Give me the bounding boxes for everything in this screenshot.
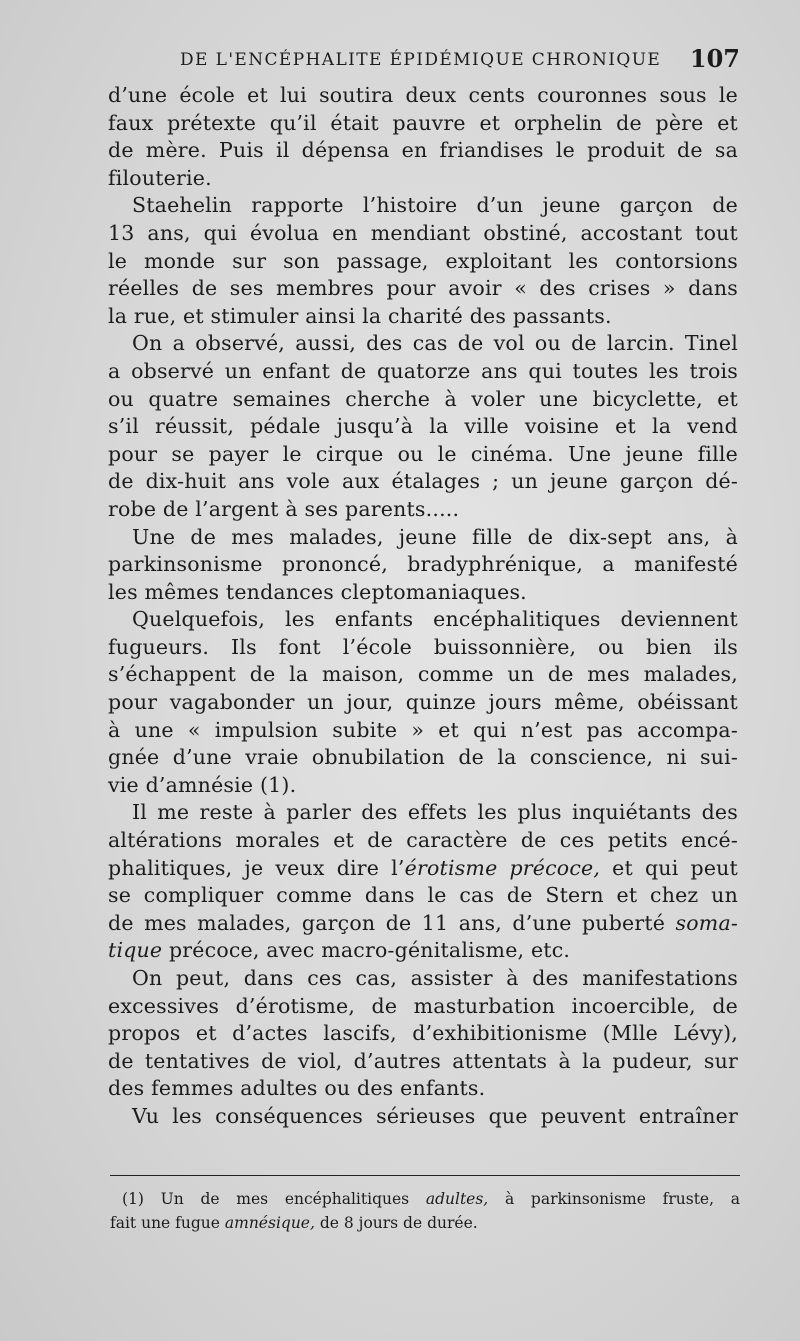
text-line: a observé un enfant de quatorze ans qui toutes les trois (108, 358, 738, 383)
body-text (108, 82, 738, 1131)
running-title: DE L'ENCÉPHALITE ÉPIDÉMIQUE CHRONIQUE (180, 50, 662, 70)
text-line: propos et d’actes lascifs, d’exhibitionisme (Mlle Lévy), (108, 1021, 738, 1046)
text-line: ou quatre semaines cherche à voler une bicyclette, et (108, 386, 738, 411)
text-line: Il me reste à parler des effets les plus inquiétants des (132, 800, 738, 825)
text-segment: et qui peut (600, 855, 739, 880)
running-head (180, 44, 740, 74)
footnote-divider (110, 1175, 740, 1176)
text-line: des femmes adultes ou des enfants. (108, 1076, 486, 1101)
text-segment: à parkinsonisme fruste, a (488, 1190, 740, 1208)
text-line: de mère. Puis il dépensa en friandises le produit de sa (108, 138, 738, 163)
text-line: filouterie. (108, 165, 212, 190)
text-line: On peut, dans ces cas, assister à des manifestations (132, 966, 738, 990)
text-line (108, 937, 738, 965)
text-segment: phalitiques, je veux dire l’ (108, 855, 405, 880)
text-line: se compliquer comme dans le cas de Stern et chez un (108, 883, 738, 908)
text-line: la rue, et stimuler ainsi la charité des passants. (108, 303, 612, 328)
text-line (108, 910, 738, 938)
text-line: On a observé, aussi, des cas de vol ou de larcin. Tinel (132, 331, 738, 356)
text-line-footnote-ref: vie d’amnésie (1). (108, 772, 297, 797)
footnote (110, 1187, 740, 1235)
text-line: s’échappent de la maison, comme un de mes malades, (108, 662, 738, 687)
text-line (108, 855, 738, 883)
text-segment: de 8 jours de durée. (314, 1214, 478, 1232)
text-line: pour se payer le cirque ou le cinéma. Une jeune fille (108, 441, 738, 466)
page-number: 107 (689, 44, 740, 73)
text-line: Vu les conséquences sérieuses que peuvent entraîner (132, 1103, 738, 1128)
text-line: Une de mes malades, jeune fille de dix-sept ans, à (132, 524, 738, 549)
text-line: de tentatives de viol, d’autres attentats à la pudeur, sur (108, 1048, 738, 1073)
text-line: s’il réussit, pédale jusqu’à la ville voisine et la vend (108, 414, 738, 439)
text-line: réelles de ses membres pour avoir « des crises » dans (108, 276, 738, 301)
text-line: altérations morales et de caractère de ces petits encé- (108, 828, 738, 853)
text-segment: précoce, avec macro-génitalisme, etc. (162, 938, 571, 963)
text-line: excessives d’érotisme, de masturbation incoercible, de (108, 993, 738, 1018)
italic-term-erotisme-precoce: érotisme précoce, (404, 855, 601, 880)
text-line: fugueurs. Ils font l’école buissonnière, ou bien ils (108, 634, 738, 659)
italic-term-adultes: adultes, (425, 1190, 489, 1208)
footnote-line (110, 1187, 740, 1211)
text-line: gnée d’une vraie obnubilation de la conscience, ni sui- (108, 745, 738, 770)
text-line: robe de l’argent à ses parents..... (108, 496, 460, 521)
text-line: Staehelin rapporte l’histoire d’un jeune garçon de (132, 193, 738, 218)
text-line: faux prétexte qu’il était pauvre et orphelin de père et (108, 110, 738, 135)
text-line: à une « impulsion subite » et qui n’est pas accompa- (108, 717, 738, 742)
italic-term-somatique: soma- (675, 910, 738, 935)
italic-term-amnesique: amnésique, (224, 1214, 315, 1232)
text-line: Quelquefois, les enfants encéphalitiques deviennent (132, 607, 738, 632)
text-line: de dix-huit ans vole aux étalages ; un jeune garçon dé- (108, 469, 738, 494)
footnote-line (110, 1211, 740, 1235)
text-segment: de mes malades, garçon de 11 ans, d’une puberté (108, 910, 676, 935)
text-line: parkinsonisme prononcé, bradyphrénique, a manifesté (108, 552, 738, 577)
text-line: 13 ans, qui évolua en mendiant obstiné, accostant tout (108, 220, 738, 245)
text-line: d’une école et lui soutira deux cents couronnes sous le (108, 83, 738, 107)
italic-term-somatique-end: tique (108, 938, 163, 963)
text-segment: fait une fugue (110, 1214, 225, 1232)
text-line: le monde sur son passage, exploitant les contorsions (108, 248, 738, 273)
text-line: les mêmes tendances cleptomaniaques. (108, 579, 527, 604)
text-line: pour vagabonder un jour, quinze jours même, obéissant (108, 690, 738, 715)
text-segment: (1) Un de mes encéphalitiques (122, 1190, 426, 1208)
